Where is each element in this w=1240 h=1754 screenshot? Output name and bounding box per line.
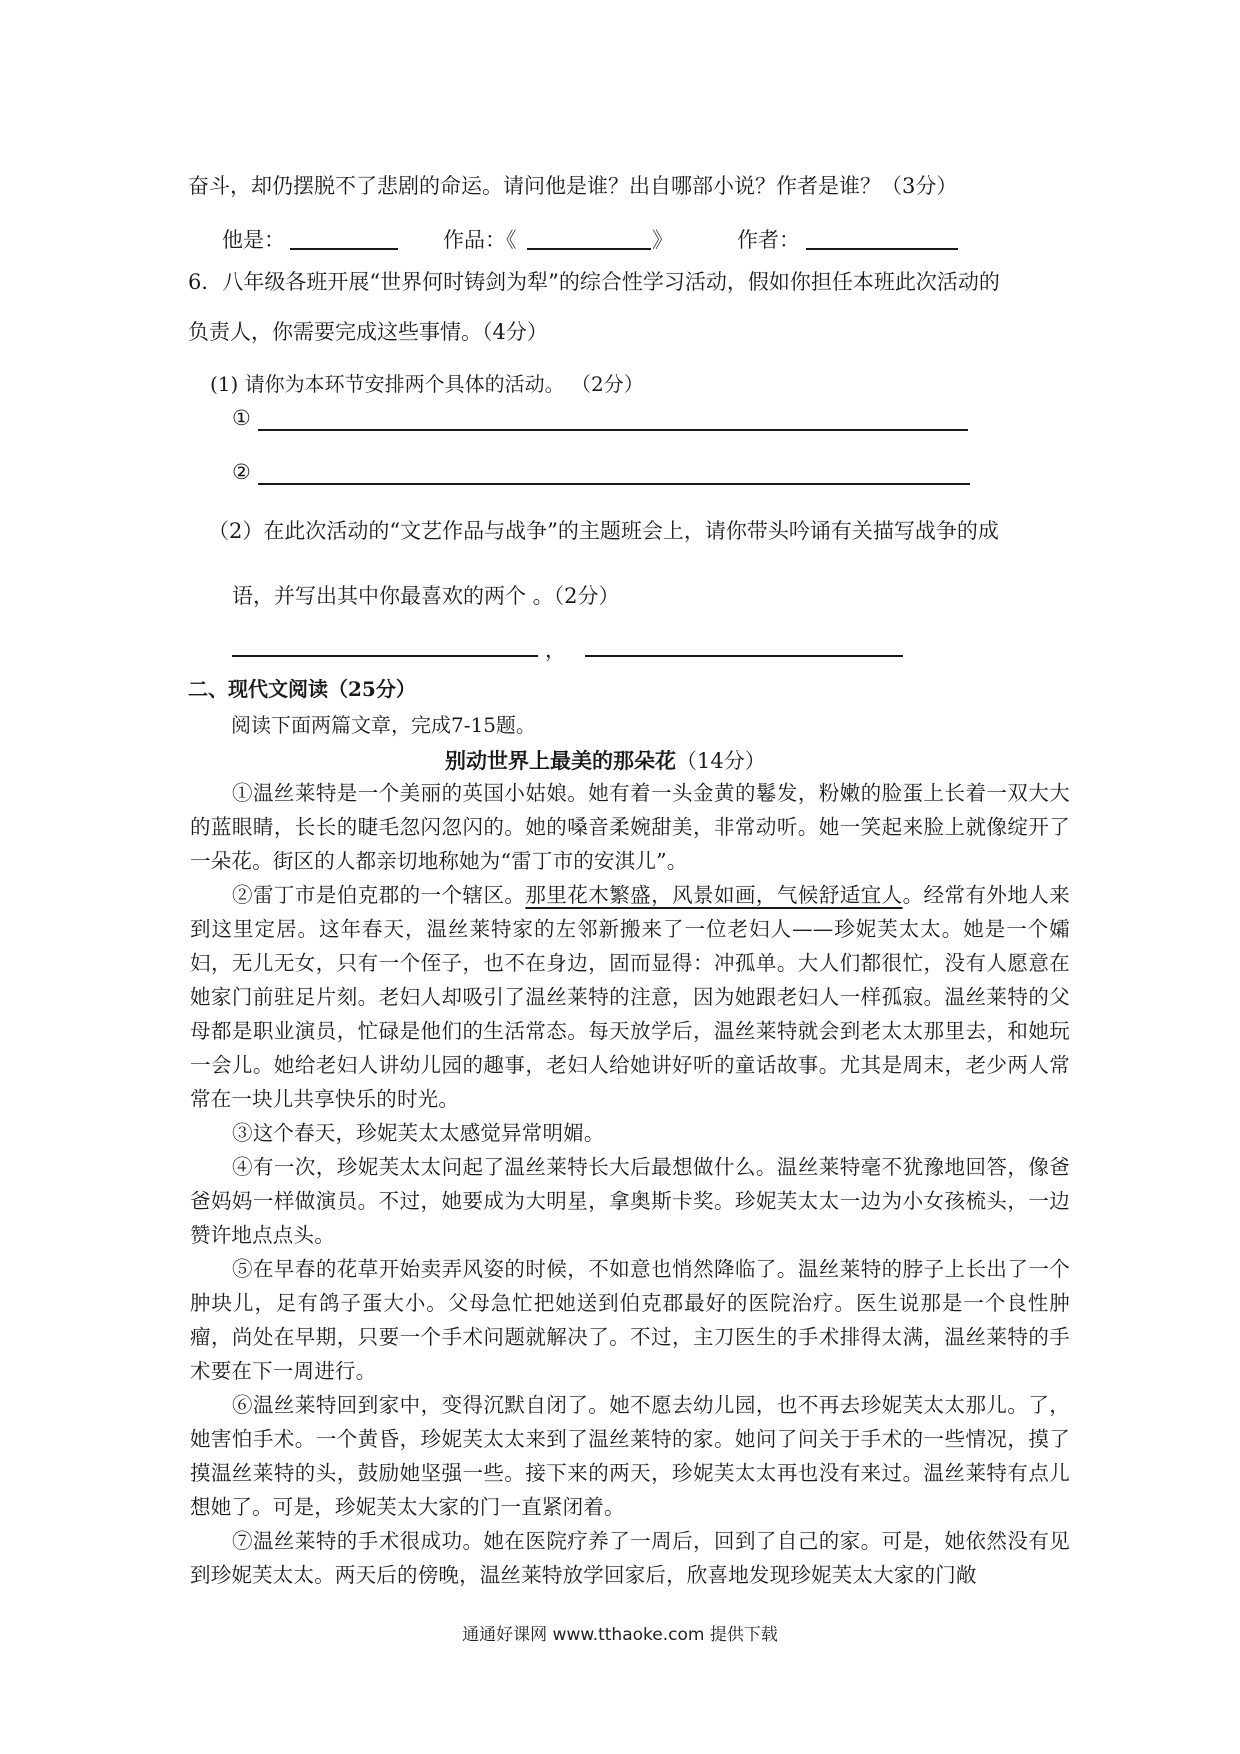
paragraph-1	[190, 776, 1070, 878]
q5-he-blank[interactable]	[290, 248, 398, 250]
q5-work-blank[interactable]	[527, 248, 651, 250]
paragraph-4-text: ④有一次，珍妮芙太太问起了温丝莱特长大后最想做什么。温丝莱特毫不犹豫地回答，像爸爸妈妈一样做演员。不过，她要成为大明星，拿奥斯卡奖。珍妮芙太太一边为小女孩梳头，一边赞许地点点头。	[190, 1155, 1070, 1247]
page-footer: 通通好课网 www.tthaoke.com 提供下载	[462, 1625, 778, 1645]
article-score: （14分）	[676, 749, 766, 773]
paragraph-2-underlined-sentence: 那里花木繁盛，风景如画，气候舒适宜人	[525, 883, 903, 907]
q5-work-label: 作品：《	[443, 228, 517, 252]
q6-part2-line1: （2）在此次活动的“文艺作品与战争”的主题班会上，请你带头吟诵有关描写战争的成	[208, 519, 999, 543]
paragraph-2	[190, 878, 1070, 1116]
q6-idiom-separator: ，	[545, 638, 566, 662]
paragraph-5-text: ⑤在早春的花草开始卖弄风姿的时候，不如意也悄然降临了。温丝莱特的脖子上长出了一个肿块儿，足有鸽子蛋大小。父母急忙把她送到伯克郡最好的医院治疗。医生说那是一个良性肿瘤，尚处在早期，只要一个手术问题就解决了。不过，主刀医生的手术排得太满，温丝莱特的手术要在下一周进行。	[190, 1257, 1070, 1383]
q5-author-label: 作者：	[737, 228, 800, 252]
paragraph-2-text-a: ②雷丁市是伯克郡的一个辖区。	[232, 883, 526, 907]
q5-he-label: 他是：	[222, 228, 285, 252]
paragraph-1-text: ①温丝莱特是一个美丽的英国小姑娘。她有着一头金黄的鬈发，粉嫩的脸蛋上长着一双大大的蓝眼睛，长长的睫毛忽闪忽闪的。她的嗓音柔婉甜美，非常动听。她一笑起来脸上就像绽开了一朵花。街区的人都亲切地称她为“雷丁市的安淇儿”。	[190, 781, 1070, 873]
q5-work-close: 》	[652, 228, 673, 252]
q6-intro-line1: 6．八年级各班开展“世界何时铸剑为犁”的综合性学习活动，假如你担任本班此次活动的	[188, 270, 1000, 294]
paragraph-5	[190, 1252, 1070, 1388]
q6-activity1-blank[interactable]	[258, 429, 968, 431]
q6-blank1-marker: ①	[232, 406, 251, 430]
q6-idiom1-blank[interactable]	[232, 655, 538, 657]
article-title: 别动世界上最美的那朵花	[445, 748, 676, 773]
q6-part2-line2: 语，并写出其中你最喜欢的两个 。（2分）	[232, 584, 620, 608]
paragraph-6-text: ⑥温丝莱特回到家中，变得沉默自闭了。她不愿去幼儿园，也不再去珍妮芙太太那儿。了，她害怕手术。一个黄昏，珍妮芙太太来到了温丝莱特的家。她问了问关于手术的一些情况，摸了摸温丝莱特的头，鼓励她坚强一些。接下来的两天，珍妮芙太太再也没有来过。温丝莱特有点儿想她了。可是，珍妮芙太大家的门一直紧闭着。	[190, 1393, 1070, 1519]
q5-question-text: 奋斗，却仍摆脱不了悲剧的命运。请问他是谁？出自哪部小说？作者是谁？（3分）	[188, 174, 958, 198]
q6-idiom2-blank[interactable]	[585, 655, 903, 657]
article-title-block	[445, 745, 766, 775]
paragraph-3	[190, 1116, 1070, 1150]
paragraph-2-text-b: 。经常有外地人来到这里定居。这年春天，温丝莱特家的左邻新搬来了一位老妇人——珍妮芙太太。她是一个孀妇，无儿无女，只有一个侄子，也不在身边，固而显得：冲孤单。大人们都很忙，没有人愿意在她家门前驻足片刻。老妇人却吸引了温丝莱特的注意，因为她跟老妇人一样孤寂。温丝莱特的父母都是职业演员，忙碌是他们的生活常态。每天放学后，温丝莱特就会到老太太那里去，和她玩一会儿。她给老妇人讲幼儿园的趣事，老妇人给她讲好听的童话故事。尤其是周末，老少两人常常在一块儿共享快乐的时光。	[190, 883, 1070, 1111]
paragraph-7	[190, 1524, 1070, 1592]
q5-author-blank[interactable]	[806, 248, 958, 250]
paragraph-7-text: ⑦温丝莱特的手术很成功。她在医院疗养了一周后，回到了自己的家。可是，她依然没有见到珍妮芙太太。两天后的傍晚，温丝莱特放学回家后，欣喜地发现珍妮芙太大家的门敞	[190, 1529, 1070, 1587]
paragraph-3-text: ③这个春天，珍妮芙太太感觉异常明媚。	[232, 1121, 605, 1145]
q6-part1-prompt: (1) 请你为本环节安排两个具体的活动。 （2分）	[210, 372, 644, 396]
reading-instruction: 阅读下面两篇文章，完成7-15题。	[231, 713, 536, 737]
q6-blank2-marker: ②	[232, 460, 251, 484]
paragraph-6	[190, 1388, 1070, 1524]
paragraph-4	[190, 1150, 1070, 1252]
q6-intro-line2: 负责人，你需要完成这些事情。（4分）	[188, 320, 548, 344]
q6-activity2-blank[interactable]	[258, 483, 970, 485]
section-heading: 二、现代文阅读（25分）	[188, 677, 416, 701]
